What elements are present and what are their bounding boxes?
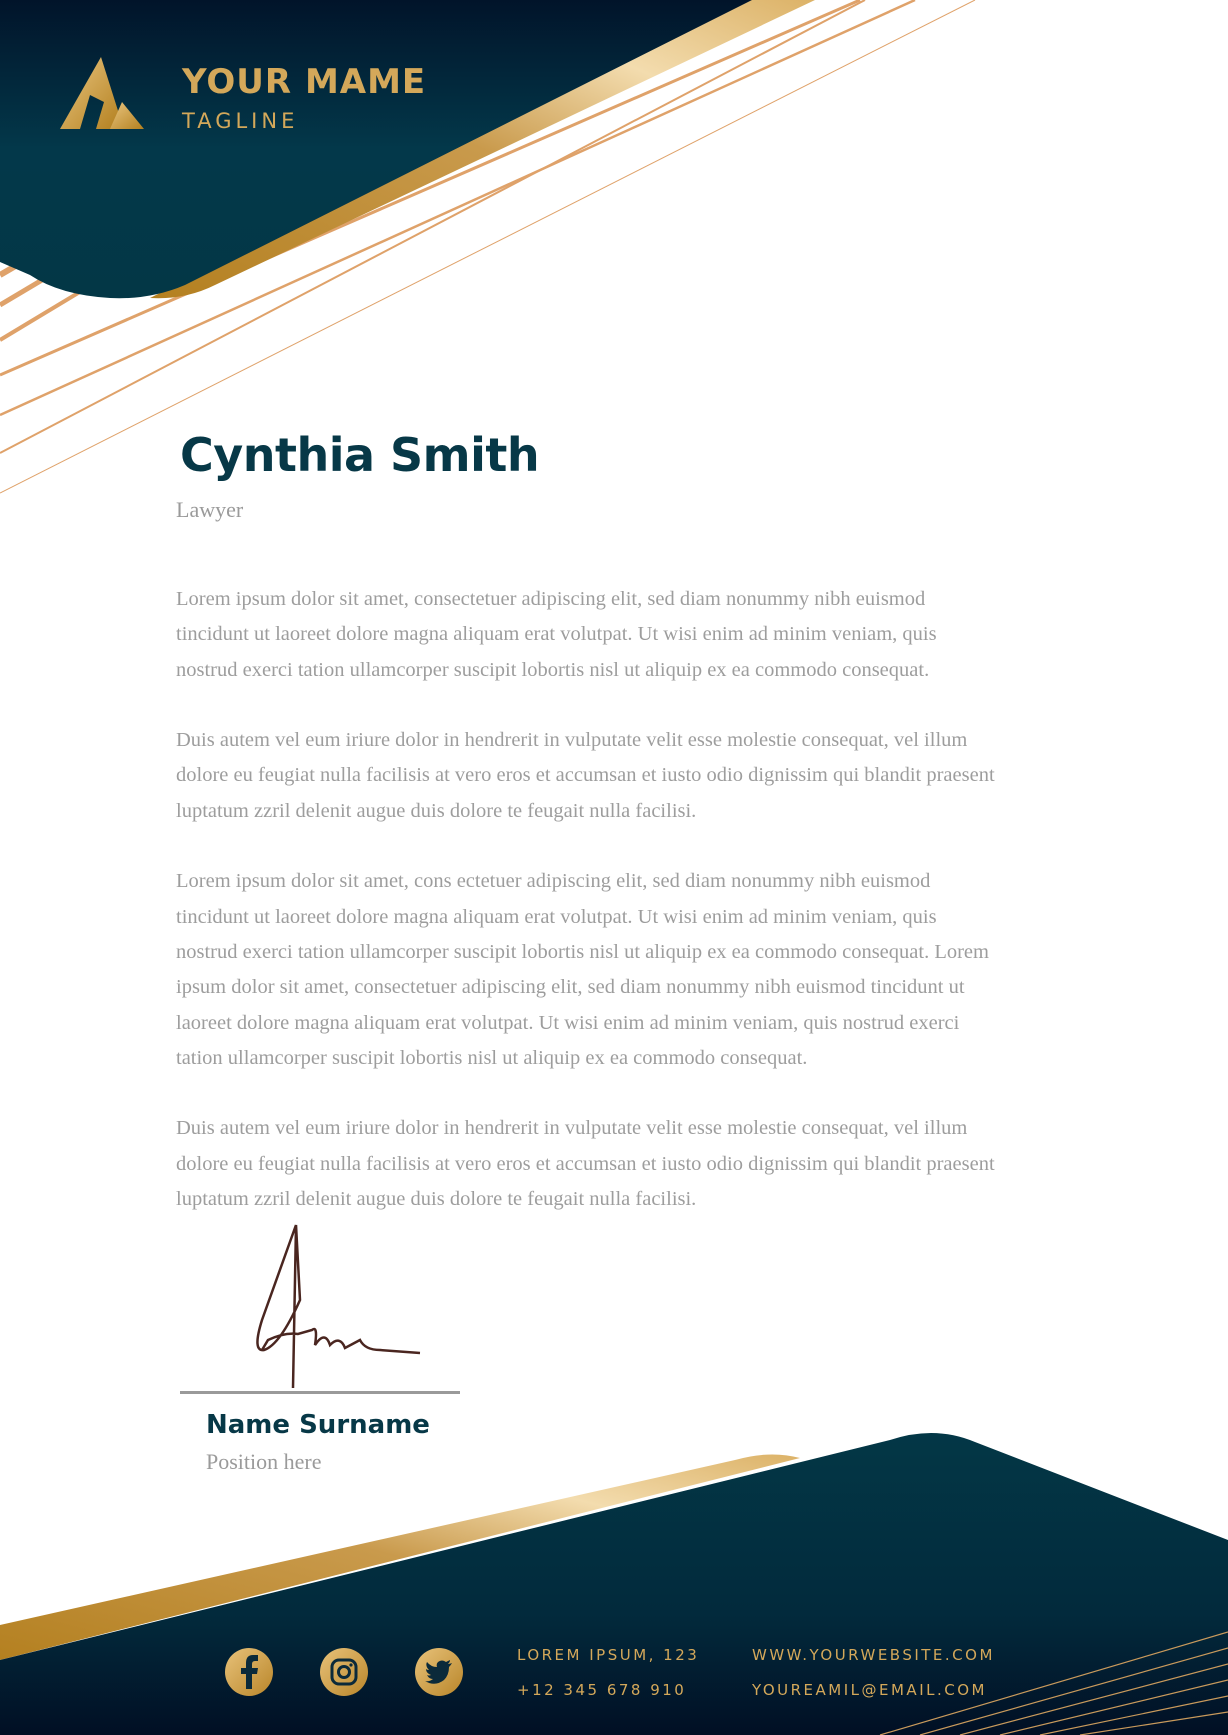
letter-body (176, 582, 1116, 1253)
signature-position: Position here (206, 1449, 322, 1474)
paragraph-line: Lorem ipsum dolor sit amet, cons ectetuer adipiscing elit, sed diam nonummy nibh euismod (176, 870, 931, 893)
author-role: Lawyer (176, 497, 244, 522)
footer-website[interactable]: WWW.YOURWEBSITE.COM (752, 1646, 995, 1664)
paragraph (176, 1111, 1116, 1217)
paragraph-line: laoreet dolore magna aliquam erat volutpat. Ut wisi enim ad minim veniam, quis nostrud exerci (176, 1011, 960, 1034)
facebook-icon[interactable] (225, 1648, 273, 1696)
signature-line (180, 1391, 460, 1394)
paragraph-line: Lorem ipsum dolor sit amet, consectetuer adipiscing elit, sed diam nonummy nibh euismod (176, 588, 926, 610)
instagram-icon[interactable] (320, 1648, 368, 1696)
header-shape (0, 0, 752, 298)
paragraph-line: dolore eu feugiat nulla facilisis at vero eros et accumsan et iusto odio dignissim qui blandit praesent (176, 764, 995, 787)
paragraph (176, 582, 1116, 688)
paragraph-line: tincidunt ut laoreet dolore magna aliquam erat volutpat. Ut wisi enim ad minim veniam, quis (176, 905, 937, 928)
footer-email[interactable]: YOUREAMIL@EMAIL.COM (752, 1681, 987, 1699)
twitter-icon[interactable] (415, 1648, 463, 1696)
paragraph-line: Duis autem vel eum iriure dolor in hendrerit in vulputate velit esse molestie consequat, vel illum (176, 729, 968, 752)
paragraph-line: luptatum zzril delenit augue duis dolore te feugait nulla facilisi. (176, 1188, 697, 1211)
mountain-logo-icon (60, 57, 148, 136)
paragraph-line: luptatum zzril delenit augue duis dolore te feugait nulla facilisi. (176, 799, 697, 822)
brand-name: YOUR MAME (182, 62, 427, 102)
brand-tagline: TAGLINE (182, 109, 299, 133)
paragraph-line: tation ullamcorper suscipit lobortis nisl ut aliquip ex ea commodo consequat. (176, 1046, 808, 1069)
paragraph-line: dolore eu feugiat nulla facilisis at vero eros et accumsan et iusto odio dignissim qui blandit praesent (176, 1152, 995, 1175)
paragraph-line: ipsum dolor sit amet, consectetuer adipiscing elit, sed diam nonummy nibh euismod tincidunt ut (176, 976, 965, 999)
paragraph-line: tincidunt ut laoreet dolore magna aliquam erat volutpat. Ut wisi enim ad minim veniam, quis (176, 623, 937, 646)
author-name: Cynthia Smith (180, 428, 540, 482)
footer-phone: +12 345 678 910 (517, 1681, 687, 1699)
signature-name: Name Surname (206, 1410, 430, 1440)
paragraph-line: nostrud exerci tation ullamcorper suscipit lobortis nisl ut aliquip ex ea commodo consequat. (176, 658, 930, 681)
footer-address: LOREM IPSUM, 123 (517, 1646, 700, 1664)
paragraph (176, 864, 1116, 1076)
paragraph-line: Duis autem vel eum iriure dolor in hendrerit in vulputate velit esse molestie consequat, vel illum (176, 1117, 968, 1140)
paragraph-line: nostrud exerci tation ullamcorper suscipit lobortis nisl ut aliquip ex ea commodo consequat. Lorem (176, 940, 989, 963)
paragraph (176, 723, 1116, 829)
